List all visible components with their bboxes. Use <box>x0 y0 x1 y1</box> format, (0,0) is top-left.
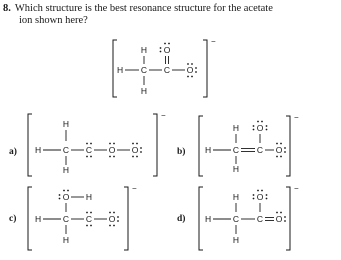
atom-c: C <box>232 214 240 224</box>
option-d-structure[interactable] <box>177 184 299 250</box>
atom-o: O <box>186 65 194 75</box>
atom-o: O <box>108 145 116 155</box>
atom-h: H <box>140 86 148 96</box>
atom-h: H <box>85 192 93 202</box>
bracket-right <box>124 187 128 250</box>
bracket-left <box>28 187 32 250</box>
charge-label: − <box>294 113 299 122</box>
atom-h: H <box>232 235 240 245</box>
acetate-structure-prompt <box>113 37 216 97</box>
option-a-label: a) <box>9 147 17 157</box>
charge-label: − <box>294 184 299 193</box>
bracket-left <box>28 114 32 176</box>
option-b-label: b) <box>177 147 186 157</box>
atom-c: C <box>256 214 264 224</box>
atom-c: C <box>62 214 70 224</box>
option-c-label: c) <box>9 214 17 224</box>
question-number: 8. <box>3 3 11 14</box>
atom-h: H <box>140 45 148 55</box>
atom-h: H <box>35 214 42 224</box>
bracket-right <box>203 40 207 97</box>
atom-o: O <box>256 123 264 133</box>
atom-o: O <box>256 192 264 202</box>
atom-o: O <box>62 192 70 202</box>
atom-h: H <box>232 123 240 133</box>
atom-o: O <box>275 145 283 155</box>
charge-label: − <box>211 37 216 46</box>
atom-o: O <box>131 145 139 155</box>
option-b-structure[interactable] <box>177 113 299 176</box>
atom-o: O <box>275 214 283 224</box>
atom-h: H <box>232 164 240 174</box>
atom-c: C <box>85 214 93 224</box>
bracket-right <box>286 116 290 176</box>
atom-h: H <box>205 145 212 155</box>
question-line-1: Which structure is the best resonance structure for the acetate <box>14 3 273 14</box>
bracket-right <box>286 187 290 250</box>
atom-h: H <box>62 235 70 245</box>
atom-o: O <box>108 214 116 224</box>
atom-h: H <box>232 192 240 202</box>
atom-h: H <box>35 145 42 155</box>
atom-h: H <box>205 214 212 224</box>
bracket-left <box>199 187 203 250</box>
atom-o: O <box>163 45 171 55</box>
atom-h: H <box>62 165 70 175</box>
atom-c: C <box>140 65 148 75</box>
atom-c: C <box>85 145 93 155</box>
bracket-right <box>153 114 157 176</box>
question-line-2: ion shown here? <box>19 14 88 26</box>
atom-c: C <box>232 145 240 155</box>
option-d-label: d) <box>177 214 186 224</box>
option-c-structure[interactable] <box>9 184 137 250</box>
atom-c: C <box>62 145 70 155</box>
charge-label: − <box>132 184 137 193</box>
atom-h: H <box>62 119 70 129</box>
bracket-left <box>199 116 203 176</box>
atom-c: C <box>256 145 264 155</box>
atom-h: H <box>117 65 124 75</box>
charge-label: − <box>161 111 166 120</box>
option-a-structure[interactable] <box>9 111 166 176</box>
atom-c: C <box>163 65 171 75</box>
